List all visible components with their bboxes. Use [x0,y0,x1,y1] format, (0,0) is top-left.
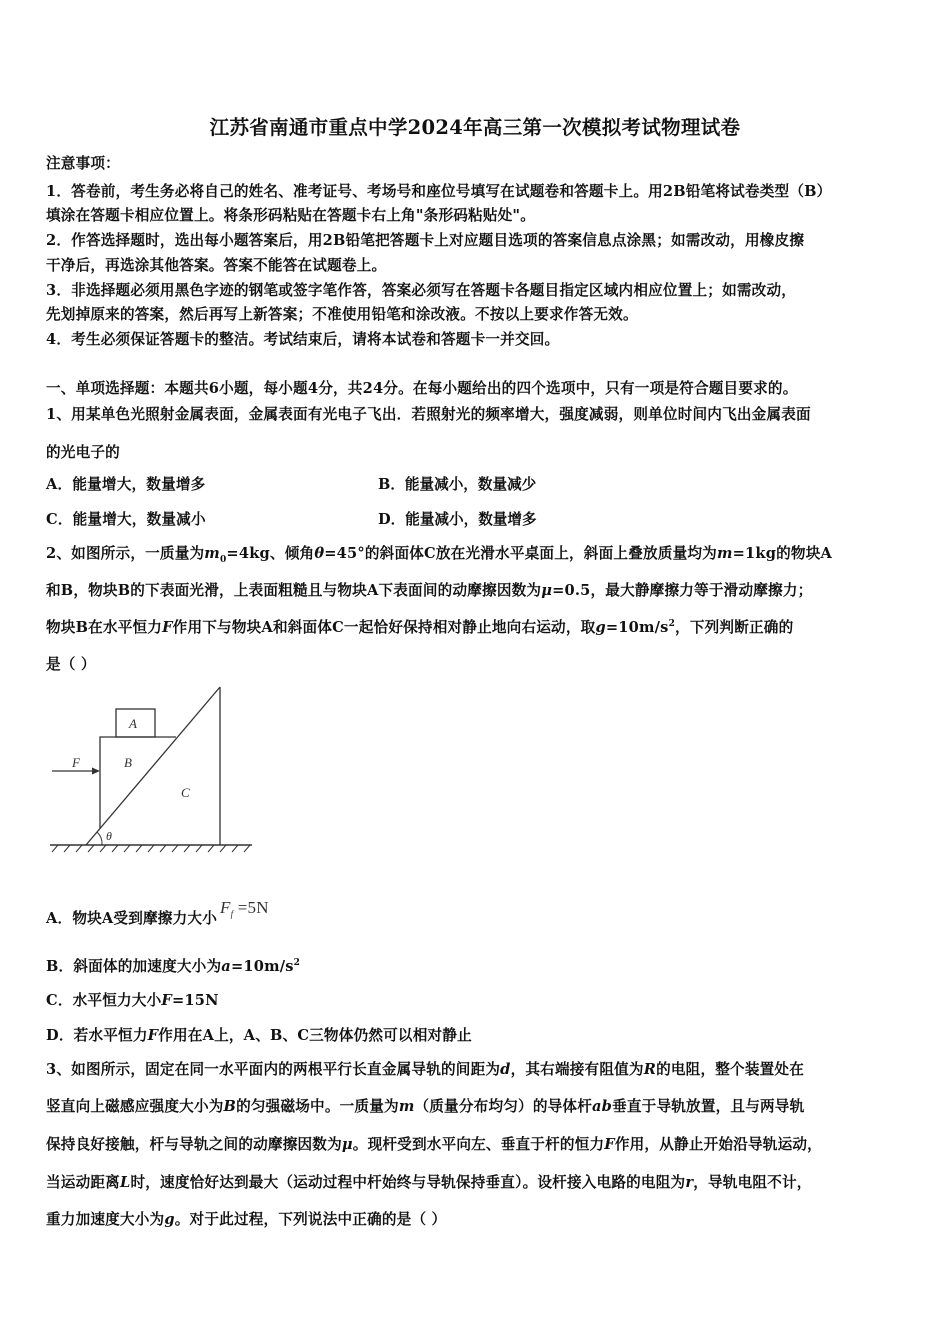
q2-option-a [46,898,269,928]
q3-g-symbol: g [164,1211,175,1228]
notice-line-1: 1．答卷前，考生务必将自己的姓名、准考证号、考场号和座位号填写在试题卷和答题卡上。用2B铅笔将试卷类型（B） [46,183,832,200]
formula-subscript: f [230,909,234,919]
q1-stem-line-2: 的光电子的 [46,444,120,461]
q3-F-symbol: F [604,1136,615,1153]
q2-text: =4kg、倾角 [226,545,315,562]
q3-d-symbol: d [500,1061,511,1078]
label-a: A [129,716,137,731]
q2-text: =0.5，最大静摩擦力等于滑动摩擦力； [552,582,813,599]
label-f: F [72,755,80,770]
q3-stem-line-1 [46,1058,804,1079]
q2-option-c-var: F [161,992,172,1009]
q2-theta-symbol: θ [314,545,325,562]
q3-text: 作用，从静止开始沿导轨运动， [614,1136,822,1153]
q2-m-symbol: m [716,545,733,562]
q2-option-b-text: =10m/s [230,958,294,975]
q1-option-b: B．能量减小，数量减少 [378,476,537,493]
q3-text: 的电阻，整个装置处在 [656,1061,805,1078]
q3-L-symbol: L [119,1174,131,1191]
q3-text: （质量分布均匀）的导体杆 [414,1098,592,1115]
q2-text: =10m/s [605,619,669,636]
q3-stem-line-5 [46,1208,446,1229]
q3-R-symbol: R [643,1061,657,1078]
q2-text: 和B，物块B的下表面光滑，上表面粗糙且与物块A下表面间的动摩擦因数为 [46,582,542,599]
q3-B-symbol: B [223,1098,237,1115]
q3-text: 。对于此过程，下列说法中正确的是（ ） [174,1211,447,1228]
q2-option-c [46,989,219,1010]
q2-option-c-text: =15N [171,992,219,1009]
q3-text: 的匀强磁场中。一质量为 [236,1098,399,1115]
notice-line-4: 干净后，再选涂其他答案。答案不能答在试题卷上。 [46,257,387,274]
q3-ab-symbol: ab [592,1098,613,1115]
incline-slope [86,687,220,845]
q2-mu-symbol: μ [541,582,553,599]
q2-superscript: 2 [668,619,676,630]
page-title: 江苏省南通市重点中学2024年高三第一次模拟考试物理试卷 [209,116,741,139]
q3-mu-symbol: μ [341,1136,353,1153]
q2-text: 物块B在水平恒力 [46,619,163,636]
q2-option-d-var: F [147,1027,159,1044]
q3-text: ，其右端接有阻值为 [510,1061,644,1078]
notice-line-5: 3．非选择题必须用黑色字迹的钢笔或签字笔作答，答案必须写在答题卡各题目指定区域内相应位置上；如需改动， [46,282,797,299]
q2-text: =1kg的物块A [732,545,833,562]
q2-stem-line-1 [46,542,832,565]
q2-option-a-text: A．物块A受到摩擦力大小 [46,910,217,927]
q3-stem-line-4 [46,1171,812,1192]
section-heading: 一、单项选择题：本题共6小题，每小题4分，共24分。在每小题给出的四个选项中，只有一项是符合题目要求的。 [46,380,798,397]
q3-text: 垂直于导轨放置，且与两导轨 [612,1098,805,1115]
q2-option-b [46,955,300,976]
q3-text: 时，速度恰好达到最大（运动过程中杆始终与导轨保持垂直）。设杆接入电路的电阻为 [130,1174,686,1191]
q1-option-c: C．能量增大，数量减小 [46,511,206,528]
q2-text: =45°的斜面体C放在光滑水平桌面上，斜面上叠放质量均为 [324,545,717,562]
q3-text: ，导轨电阻不计， [693,1174,812,1191]
q2-option-b-sup: 2 [293,958,301,969]
notice-line-6: 先划掉原来的答案，然后再写上新答案；不准使用铅笔和涂改液。不按以上要求作答无效。 [46,306,638,323]
force-arrowhead [92,768,100,775]
q2-text: 2、如图所示，一质量为 [46,545,205,562]
q2-option-d [46,1024,472,1045]
q2-option-a-formula [220,898,269,917]
q3-stem-line-3 [46,1133,822,1154]
label-b: B [124,755,132,770]
q1-option-a: A．能量增大，数量增多 [46,476,206,493]
q3-text: 保持良好接触，杆与导轨之间的动摩擦因数为 [46,1136,342,1153]
q3-text: 3、如图所示，固定在同一水平面内的两根平行长直金属导轨的间距为 [46,1061,501,1078]
notice-heading: 注意事项： [46,155,120,172]
q2-m0-symbol: m [204,545,220,562]
q2-m0-subscript: 0 [219,554,227,565]
incline-figure [48,683,258,853]
q3-text: 当运动距离 [46,1174,120,1191]
q3-r-symbol: r [685,1174,694,1191]
q3-text: 。现杆受到水平向左、垂直于杆的恒力 [352,1136,605,1153]
notice-line-2: 填涂在答题卡相应位置上。将条形码粘贴在答题卡右上角"条形码粘贴处"。 [46,207,536,224]
q2-text: ，下列判断正确的 [675,619,794,636]
q3-text: 重力加速度大小为 [46,1211,165,1228]
q2-stem-line-4: 是（ ） [46,656,96,673]
notice-line-7: 4．考生必须保证答题卡的整洁。考试结束后，请将本试卷和答题卡一并交回。 [46,331,560,348]
notice-line-3: 2．作答选择题时，选出每小题答案后，用2B铅笔把答题卡上对应题目选项的答案信息点涂黑；如需改动，用橡皮擦 [46,232,805,249]
ground-hatching [52,845,250,852]
q3-m-symbol: m [398,1098,415,1115]
q2-stem-line-2 [46,579,812,600]
q1-stem-line-1: 1、用某单色光照射金属表面，金属表面有光电子飞出．若照射光的频率增大，强度减弱，则单位时间内飞出金属表面 [46,406,811,423]
formula-f: F [219,898,231,917]
q2-F-symbol: F [162,619,173,636]
q2-option-b-var: a [221,958,231,975]
angle-arc [97,832,102,845]
q2-option-d-text: D．若水平恒力 [46,1027,148,1044]
q2-option-d-text: 作用在A上，A、B、C三物体仍然可以相对静止 [158,1027,472,1044]
label-theta: θ [106,829,112,843]
q3-stem-line-2 [46,1095,804,1116]
q2-option-c-text: C．水平恒力大小 [46,992,162,1009]
q2-g-symbol: g [595,619,606,636]
q1-option-d: D．能量减小，数量增多 [378,511,537,528]
q2-text: 作用下与物块A和斜面体C一起恰好保持相对静止地向右运动，取 [172,619,596,636]
q3-text: 竖直向上磁感应强度大小为 [46,1098,224,1115]
formula-value: =5N [237,898,269,917]
label-c: C [181,785,190,800]
q2-option-b-text: B．斜面体的加速度大小为 [46,958,222,975]
q2-stem-line-3 [46,616,793,637]
